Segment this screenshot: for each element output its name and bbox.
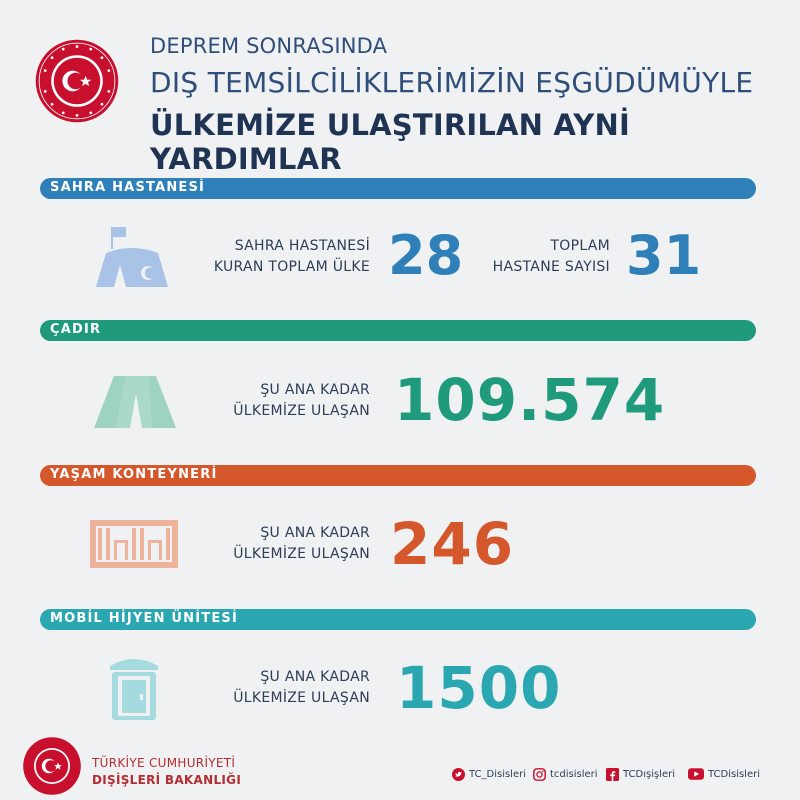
mobile-toilet-icon [104, 652, 164, 722]
hygiene-label-line2: ÜLKEMİZE ULAŞAN [233, 690, 370, 706]
section-title-tent: ÇADIR [50, 322, 102, 337]
container-value: 246 [390, 510, 515, 578]
hygiene-label-line1: ŞU ANA KADAR [260, 669, 370, 685]
hospital-total-label-line1: TOPLAM [550, 238, 610, 254]
field-hospital-icon [92, 225, 172, 291]
hospital-country-label-line1: SAHRA HASTANESİ [234, 238, 370, 254]
hospital-total-value: 31 [626, 224, 702, 287]
section-title-container: YAŞAM KONTEYNERİ [50, 467, 218, 482]
instagram-icon [533, 768, 546, 781]
section-title-hygiene: MOBİL HİJYEN ÜNİTESİ [50, 611, 239, 626]
tent-value: 109.574 [394, 366, 666, 434]
twitter-icon [452, 768, 465, 781]
youtube-icon [688, 768, 704, 780]
facebook-icon [606, 768, 619, 781]
footer-org-line1: TÜRKİYE CUMHURİYETİ [92, 756, 236, 770]
footer-ministry-seal-icon [22, 736, 82, 796]
ministry-seal-icon [34, 38, 120, 124]
hygiene-value: 1500 [396, 654, 562, 722]
instagram-link[interactable] [533, 768, 598, 781]
hospital-total-label-line2: HASTANE SAYISI [492, 259, 610, 275]
container-icon [88, 518, 180, 570]
instagram-handle: tcdisisleri [550, 769, 598, 780]
header-title-line1: DEPREM SONRASINDA [150, 34, 388, 58]
section-bar-hygiene [40, 609, 756, 630]
hospital-country-value: 28 [388, 224, 464, 287]
tent-label-line1: ŞU ANA KADAR [260, 382, 370, 398]
hospital-country-label-line2: KURAN TOPLAM ÜLKE [213, 259, 370, 275]
section-bar-hospital [40, 178, 756, 199]
twitter-handle: TC_Disisleri [469, 769, 527, 780]
facebook-handle: TCDışişleri [623, 769, 676, 780]
footer-org-line2: DIŞİŞLERİ BAKANLIĞI [92, 773, 242, 787]
section-bar-tent [40, 320, 756, 341]
youtube-link[interactable] [688, 768, 760, 780]
header-title-line3: ÜLKEMİZE ULAŞTIRILAN AYNİ YARDIMLAR [150, 108, 630, 176]
section-bar-container [40, 465, 756, 486]
container-label-line2: ÜLKEMİZE ULAŞAN [233, 546, 370, 562]
tent-label-line2: ÜLKEMİZE ULAŞAN [233, 403, 370, 419]
facebook-link[interactable] [606, 768, 675, 781]
header-title-line2: DIŞ TEMSİLCİLİKLERİMİZİN EŞGÜDÜMÜYLE [150, 66, 754, 99]
youtube-handle: TCDisisleri [708, 768, 761, 780]
twitter-link[interactable] [452, 768, 526, 781]
container-label-line1: ŞU ANA KADAR [260, 525, 370, 541]
tent-icon [92, 372, 178, 430]
section-title-hospital: SAHRA HASTANESİ [50, 180, 206, 195]
